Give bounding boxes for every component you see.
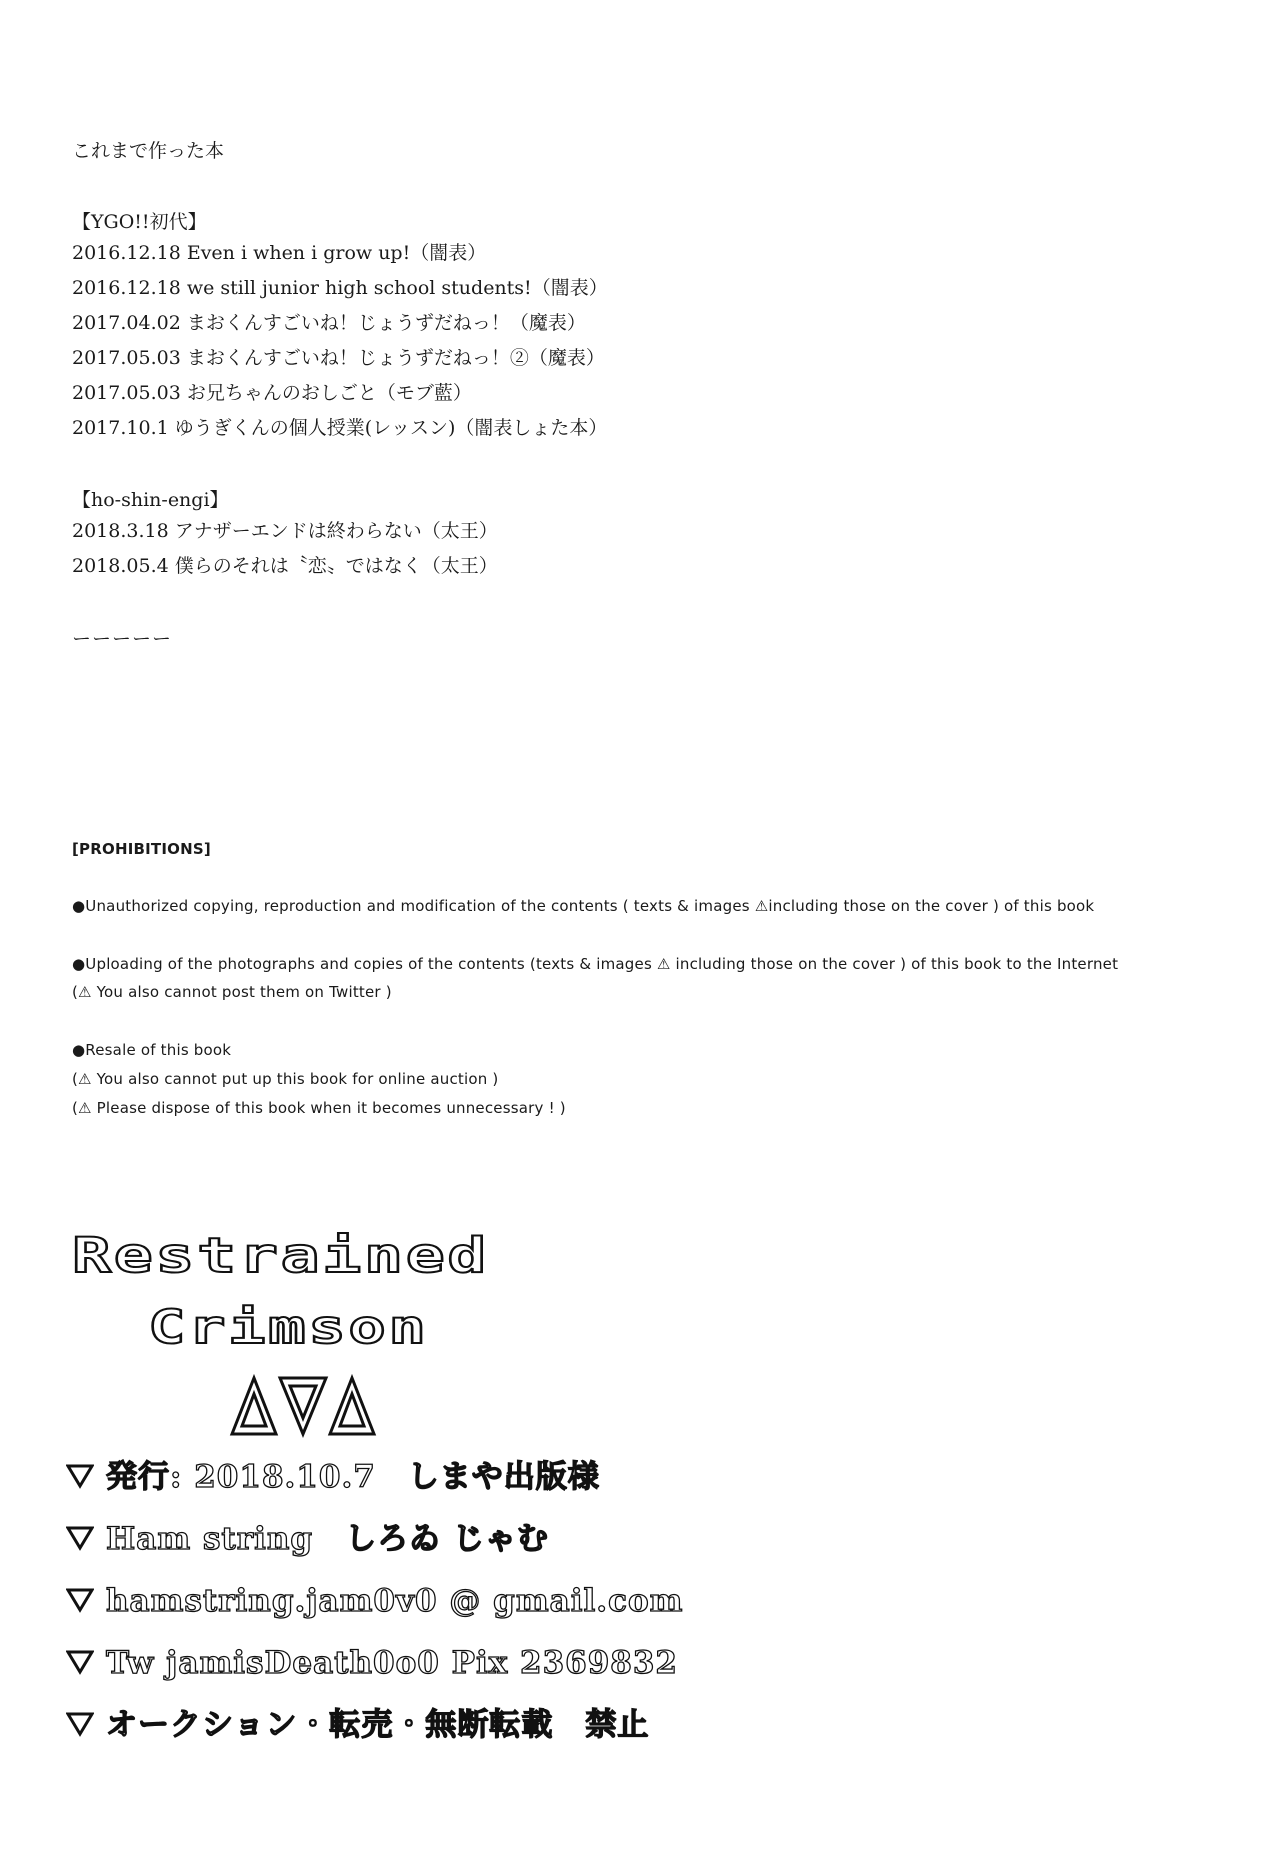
- colophon-line-social: Tw jamisDeath0o0 Pix 2369832: [66, 1632, 683, 1694]
- triangle-down-icon: [66, 1510, 94, 1572]
- colophon: [66, 1446, 683, 1756]
- colophon-line-circle: Ham string しろゐ じゃむ: [66, 1508, 683, 1570]
- list-item: 2018.05.4 僕らのそれは〝恋〟ではなく（太王）: [72, 555, 498, 577]
- triangle-down-icon: [66, 1572, 94, 1634]
- prohibition-uploading-note: (⚠ You also cannot post them on Twitter ): [72, 983, 392, 1001]
- triangle-down-icon: [66, 1634, 94, 1696]
- book-list-ygo: [72, 236, 608, 446]
- list-item: 2017.10.1 ゆうぎくんの個人授業(レッスン)（闇表しょた本）: [72, 417, 608, 439]
- colophon-line-email: hamstring.jam0v0 @ gmail.com: [66, 1570, 683, 1632]
- prohibitions-title: [PROHIBITIONS]: [72, 840, 211, 858]
- divider-text: ーーーーー: [72, 628, 173, 650]
- list-item: 2016.12.18 Even i when i grow up!（闇表）: [72, 242, 487, 264]
- prohibition-copying: ●Unauthorized copying, reproduction and modification of the contents ( texts & images ⚠including those on the cover ) of this book: [72, 897, 1095, 915]
- triangle-down-icon: [66, 1696, 94, 1758]
- logo-triangles-icon: [228, 1372, 378, 1442]
- books-heading: これまで作った本: [72, 140, 225, 162]
- colophon-line-publisher: 発行: 2018.10.7 しまや出版様: [66, 1446, 683, 1508]
- book-list-hoshin: [72, 514, 498, 584]
- triangle-down-icon: [66, 1448, 94, 1510]
- logo-title-line1: Restrained: [72, 1228, 490, 1284]
- logo-title-line2: Crimson: [148, 1300, 429, 1354]
- colophon-line-prohibition: オークション・転売・無断転載 禁止: [66, 1694, 683, 1756]
- list-item: 2016.12.18 we still junior high school students!（闇表）: [72, 277, 608, 299]
- list-item: 2017.04.02 まおくんすごいね！じょうずだねっ！（魔表）: [72, 312, 586, 334]
- section-title-ygo: 【YGO!!初代】: [72, 211, 207, 233]
- section-title-hoshin: 【ho-shin-engi】: [72, 489, 229, 511]
- list-item: 2017.05.03 まおくんすごいね！じょうずだねっ！②（魔表）: [72, 347, 605, 369]
- prohibition-resale-note-dispose: (⚠ Please dispose of this book when it becomes unnecessary ! ): [72, 1099, 566, 1117]
- prohibition-resale: ●Resale of this book: [72, 1041, 232, 1059]
- prohibition-resale-note-auction: (⚠ You also cannot put up this book for online auction ): [72, 1070, 499, 1088]
- list-item: 2018.3.18 アナザーエンドは終わらない（太王）: [72, 520, 498, 542]
- list-item: 2017.05.03 お兄ちゃんのおしごと（モブ藍）: [72, 382, 472, 404]
- prohibition-uploading: ●Uploading of the photographs and copies of the contents (texts & images ⚠ including those on the cover ) of this book to the Internet: [72, 955, 1119, 973]
